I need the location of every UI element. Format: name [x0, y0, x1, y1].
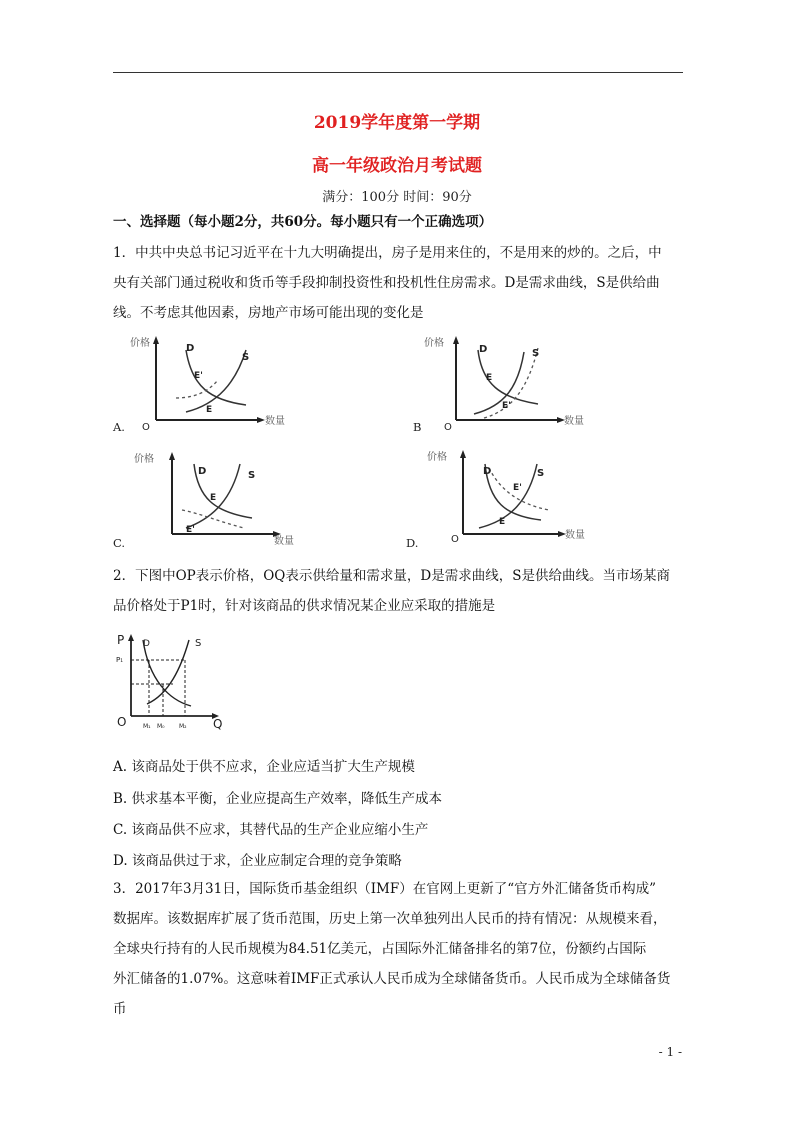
curve-label-d: D: [186, 343, 195, 354]
question-2-text: [113, 561, 685, 621]
question-1-text: [113, 238, 685, 328]
text-line: 央有关部门通过税收和货币等手段抑制投资性和投机性住房需求。D是需求曲线，S是供给曲: [113, 275, 660, 291]
svg-text:E': E': [513, 483, 522, 493]
section-title: 一、选择题（每小题2分，共60分。每小题只有一个正确选项）: [113, 214, 493, 230]
text-line: 数据库。该数据库扩展了货币范围，历史上第一次单独列出人民币的持有情况：从规模来看，: [113, 911, 667, 927]
graph-c: [128, 448, 308, 548]
svg-text:数量: 数量: [274, 536, 294, 547]
axis-label-price: 价格: [130, 338, 150, 349]
curve-label-s: S: [242, 352, 250, 363]
svg-text:E: E: [210, 493, 217, 503]
svg-text:E': E': [186, 525, 195, 535]
option-b-label: B: [413, 420, 422, 434]
svg-text:数量: 数量: [564, 416, 584, 427]
svg-text:Q: Q: [213, 717, 223, 731]
svg-text:价格: 价格: [134, 454, 154, 465]
exam-subject-title: 高一年级政治月考试题: [312, 156, 482, 176]
svg-text:S: S: [537, 468, 545, 479]
svg-text:D: D: [479, 344, 488, 355]
svg-text:M₀: M₀: [157, 723, 165, 730]
svg-text:O: O: [117, 715, 127, 729]
text-line: 品价格处于P1时，针对该商品的供求情况某企业应采取的措施是: [113, 598, 496, 614]
svg-text:数量: 数量: [565, 530, 585, 541]
svg-text:O: O: [451, 534, 459, 545]
text-line: 3．2017年3月31日，国际货币基金组织（IMF）在官网上更新了“官方外汇储备货币构成”: [113, 881, 657, 897]
text-line: 1．中共中央总书记习近平在十九大明确提出，房子是用来住的，不是用来的炒的。之后，中: [113, 245, 662, 261]
choice-b: B. 供求基本平衡，企业应提高生产效率，降低生产成本: [113, 791, 443, 807]
svg-text:D: D: [483, 466, 492, 477]
origin-label: O: [142, 422, 150, 432]
page-number: - 1 -: [658, 1045, 682, 1059]
exam-term-title: 2019学年度第一学期: [313, 113, 481, 133]
text-line: 全球央行持有的人民币规模为84.51亿美元，占国际外汇储备排名的第7位，份额约占国际: [113, 941, 647, 957]
question-3-text: [113, 874, 685, 1024]
graph-a: [128, 332, 308, 432]
svg-text:P: P: [117, 633, 125, 647]
point-label-e-prime: E': [194, 371, 203, 381]
text-line: 线。不考虑其他因素，房地产市场可能出现的变化是: [113, 305, 424, 321]
choice-a: A. 该商品处于供不应求，企业应适当扩大生产规模: [113, 759, 415, 775]
graph-q2: [113, 628, 233, 740]
svg-text:E: E: [486, 373, 493, 383]
choice-d: D. 该商品供过于求，企业应制定合理的竞争策略: [113, 853, 402, 869]
svg-text:M₂: M₂: [179, 723, 187, 730]
graph-b: [422, 332, 602, 432]
exam-meta: 满分：100分 时间：90分: [322, 190, 472, 205]
option-c-label: C.: [113, 536, 126, 550]
point-label-e: E: [206, 405, 213, 415]
choice-c: C. 该商品供不应求，其替代品的生产企业应缩小生产: [113, 822, 429, 838]
option-a-label: A.: [113, 420, 125, 434]
svg-text:O: O: [444, 422, 452, 432]
header-rule: [113, 72, 683, 73]
svg-text:E': E': [502, 401, 511, 411]
graph-d: [425, 446, 605, 546]
svg-text:M₁: M₁: [143, 723, 151, 730]
svg-text:P₁: P₁: [116, 656, 124, 664]
svg-text:S: S: [532, 348, 540, 359]
svg-text:S: S: [195, 638, 202, 649]
axis-label-quantity: 数量: [265, 416, 285, 427]
text-line: 币: [113, 1001, 127, 1017]
text-line: 2．下图中OP表示价格，OQ表示供给量和需求量，D是需求曲线，S是供给曲线。当市场某商: [113, 568, 670, 584]
svg-text:价格: 价格: [424, 338, 444, 349]
svg-text:D: D: [198, 466, 207, 477]
svg-text:S: S: [248, 470, 256, 481]
svg-text:E: E: [499, 517, 506, 527]
option-d-label: D.: [406, 536, 419, 550]
svg-text:价格: 价格: [427, 452, 447, 463]
svg-text:D: D: [143, 639, 150, 649]
text-line: 外汇储备的1.07%。这意味着IMF正式承认人民币成为全球储备货币。人民币成为全球储备货: [113, 971, 671, 987]
